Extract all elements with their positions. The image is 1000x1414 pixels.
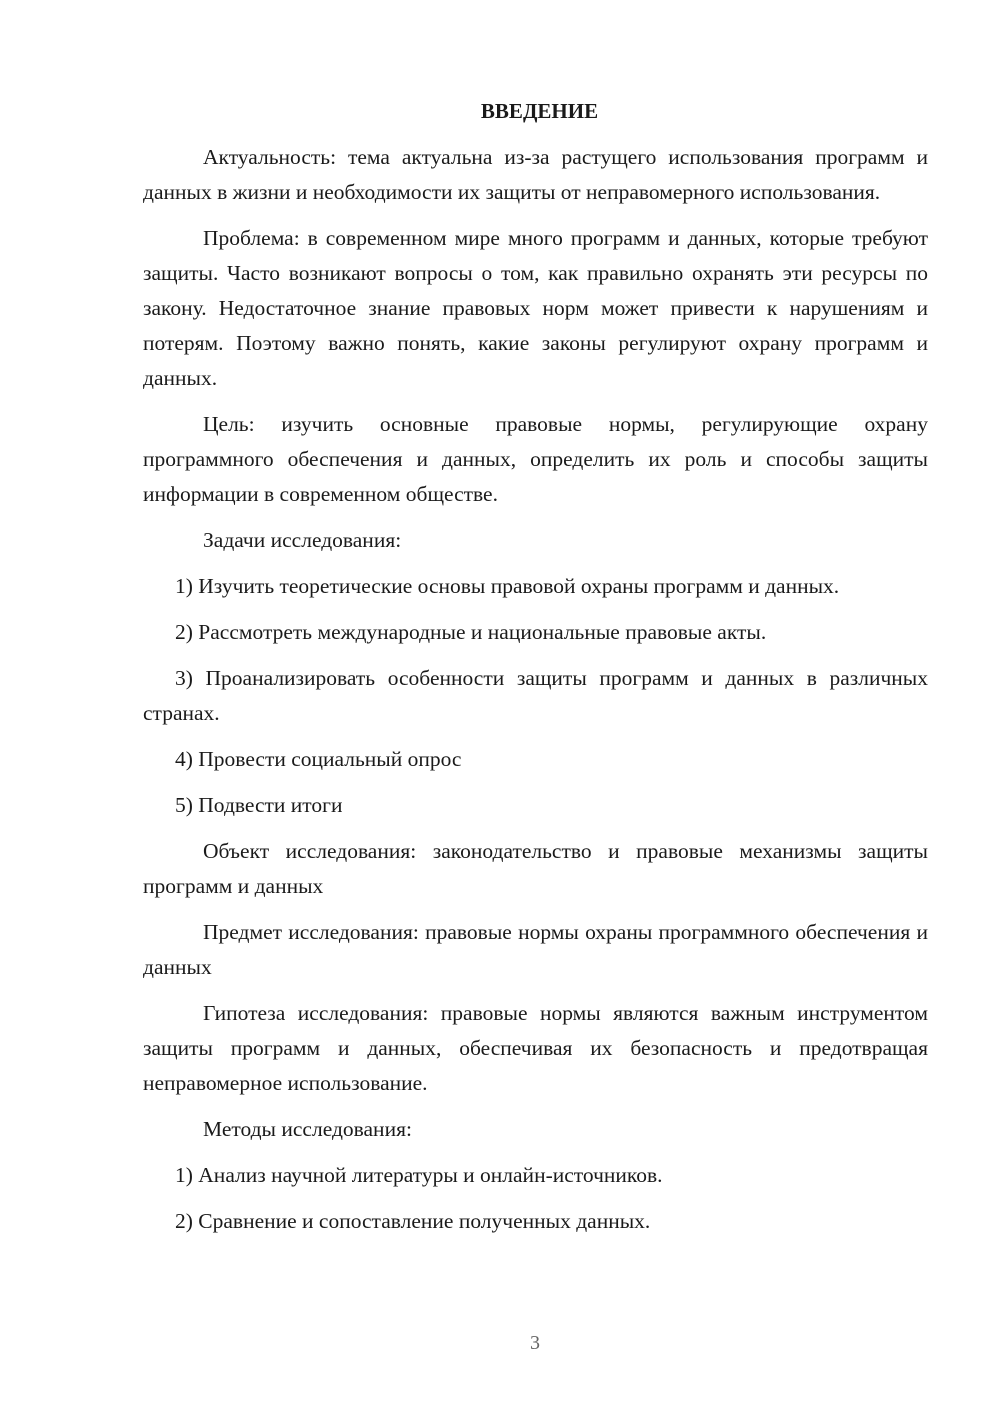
task-item: 2) Рассмотреть международные и национальные правовые акты. (175, 620, 767, 644)
problem-paragraph: Проблема: в современном мире много программ и данных, которые требуют защиты. Часто возникают вопросы о том, как правильно охранять эти ресурсы по закону. Недостаточное знание правовых норм может привести к нарушениям и потерям. Поэтому важно понять, какие законы регулируют охрану программ и данных. (143, 226, 928, 390)
task-item: 4) Провести социальный опрос (175, 747, 462, 771)
method-item: 1) Анализ научной литературы и онлайн-источников. (175, 1163, 663, 1187)
tasks-heading: Задачи исследования: (203, 528, 402, 552)
page-number: 3 (530, 1332, 540, 1354)
task-item: 5) Подвести итоги (175, 793, 343, 817)
hypothesis-paragraph: Гипотеза исследования: правовые нормы являются важным инструментом защиты программ и данных, обеспечивая их безопасность и предотвращая неправомерное использование. (143, 1001, 928, 1095)
goal-paragraph: Цель: изучить основные правовые нормы, регулирующие охрану программного обеспечения и данных, определить их роль и способы защиты информации в современном обществе. (143, 412, 928, 506)
task-item: 1) Изучить теоретические основы правовой охраны программ и данных. (175, 574, 840, 598)
section-title: ВВЕДЕНИЕ (480, 99, 599, 123)
page-content (143, 94, 928, 1250)
method-item: 2) Сравнение и сопоставление полученных данных. (175, 1209, 651, 1233)
object-paragraph: Объект исследования: законодательство и правовые механизмы защиты программ и данных (143, 839, 928, 898)
subject-paragraph: Предмет исследования: правовые нормы охраны программного обеспечения и данных (143, 920, 928, 979)
task-item: 3) Проанализировать особенности защиты программ и данных в различных странах. (143, 666, 928, 725)
methods-heading: Методы исследования: (203, 1117, 412, 1141)
relevance-paragraph: Актуальность: тема актуальна из-за растущего использования программ и данных в жизни и необходимости их защиты от неправомерного использования. (143, 145, 928, 204)
